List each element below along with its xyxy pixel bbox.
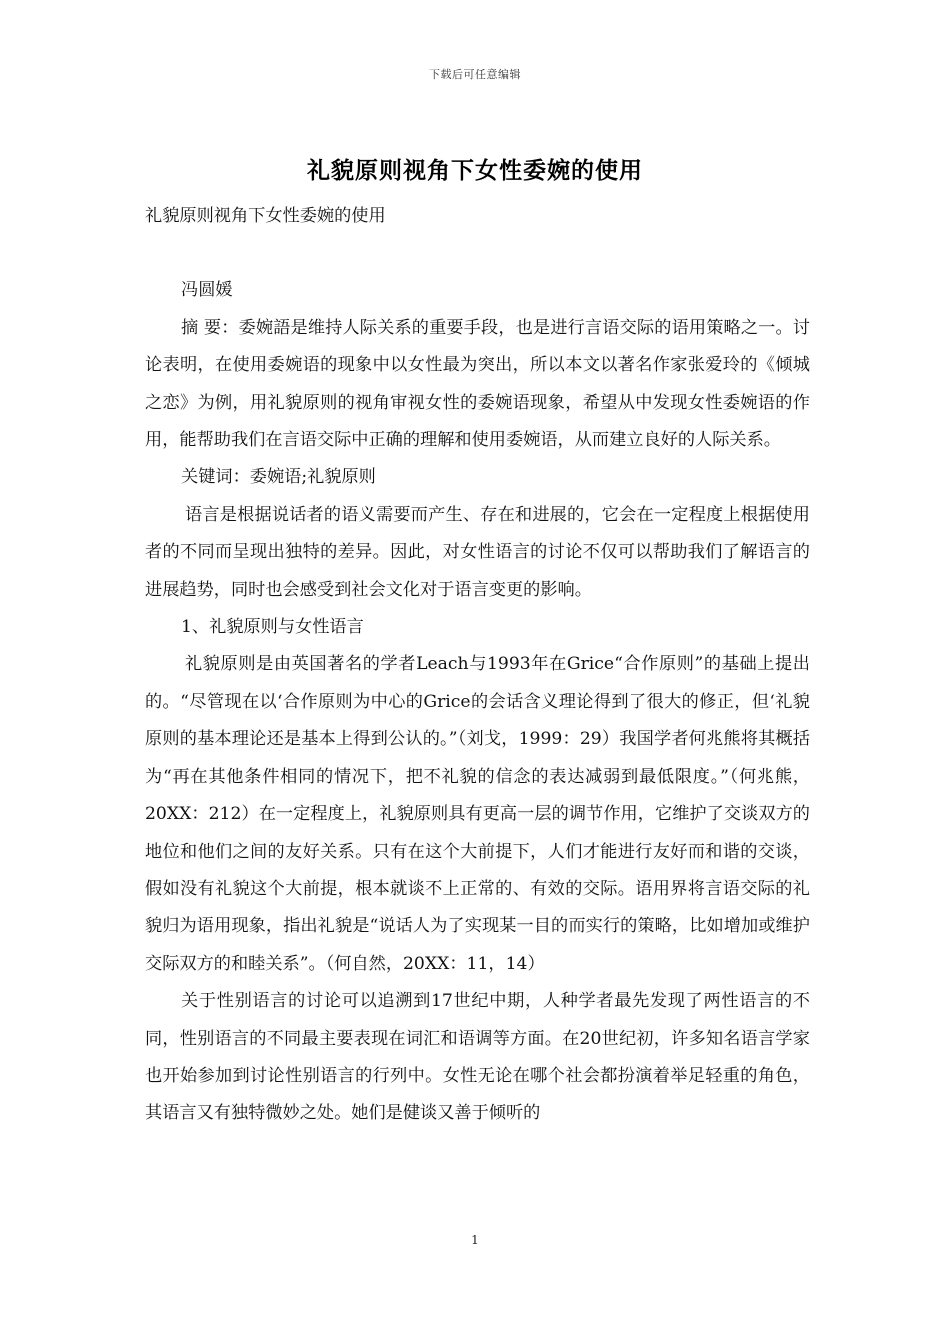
intro-paragraph: 语言是根据说话者的语义需要而产生、存在和进展的，它会在一定程度上根据使用者的不同而呈现出独特的差异。因此，对女性语言的讨论不仅可以帮助我们了解语言的进展趋势，同时也会感受到社会文化对于语言变更的影响。 — [145, 504, 810, 600]
page-header-note: 下载后可任意编辑 — [429, 68, 521, 81]
document-title: 礼貌原则视角下女性委婉的使用 — [307, 157, 643, 184]
document-subtitle: 礼貌原则视角下女性委婉的使用 — [145, 206, 386, 226]
body-paragraph-gender-language: 关于性别语言的讨论可以追溯到17世纪中期，人种学者最先发现了两性语言的不同，性别语言的不同最主要表现在词汇和语调等方面。在20世纪初，许多知名语言学家也开始参加到讨论性别语言的行列中。女性无论在哪个社会都扮演着举足轻重的角色，其语言又有独特微妙之处。她们是健谈又善于倾听的 — [145, 991, 810, 1124]
section-heading: 1、礼貌原则与女性语言 — [181, 617, 364, 638]
body-paragraph-politeness: 礼貌原则是由英国著名的学者Leach与1993年在Grice“合作原则”的基础上提出的。“尽管现在以‘合作原则为中心的Grice的会话含义理论得到了很大的修正，但‘礼貌原则的基本理论还是基本上得到公认的。”（刘戈，1999：29）我国学者何兆熊将其概括为“再在其他条件相同的情况下，把不礼貌的信念的表达减弱到最低限度。”（何兆熊，20XX：212）在一定程度上，礼貌原则具有更高一层的调节作用，它维护了交谈双方的地位和他们之间的友好关系。只有在这个大前提下，人们才能进行友好而和谐的交谈，假如没有礼貌这个大前提，根本就谈不上正常的、有效的交际。语用界将言语交际的礼貌归为语用现象，指出礼貌是“说话人为了实现某一目的而实行的策略，比如增加或维护交际双方的和睦关系”。（何自然，20XX：11，14） — [145, 654, 810, 974]
abstract-paragraph: 摘 要：委婉語是维持人际关系的重要手段，也是进行言语交际的语用策略之一。讨论表明，在使用委婉语的现象中以女性最为突出，所以本文以著名作家张爱玲的《倾城之恋》为例，用礼貌原则的视角审视女性的委婉语现象，希望从中发现女性委婉语的作用，能帮助我们在言语交际中正确的理解和使用委婉语，从而建立良好的人际关系。 — [145, 317, 810, 451]
keywords-line: 关键词：委婉语;礼貌原则 — [181, 467, 376, 488]
document-body — [145, 198, 810, 1133]
author-name: 冯圆媛 — [181, 280, 233, 301]
page-number: 1 — [471, 1233, 479, 1247]
